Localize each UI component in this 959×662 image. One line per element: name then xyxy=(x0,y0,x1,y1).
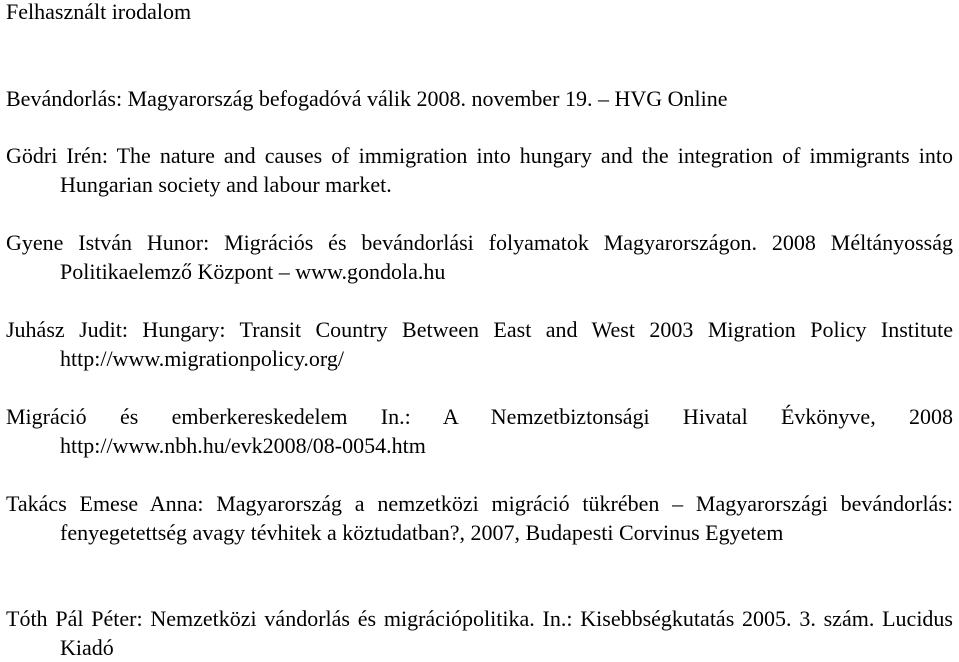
page-title: Felhasznált irodalom xyxy=(6,0,192,24)
reference-item: Gyene István Hunor: Migrációs és bevándorlási folyamatok Magyarországon. 2008 Méltányosság Politikaelemző Központ – www.gondola.hu xyxy=(6,230,953,284)
reference-item: Migráció és emberkereskedelem In.: A Nemzetbiztonsági Hivatal Évkönyve, 2008 http://www.nbh.hu/evk2008/08-0054.htm xyxy=(6,404,953,458)
reference-item: Takács Emese Anna: Magyarország a nemzetközi migráció tükrében – Magyarországi bevándorlás: fenyegetettség avagy tévhitek a köztudatban?, 2007, Budapesti Corvinus Egyetem xyxy=(6,491,953,545)
reference-item: Tóth Pál Péter: Nemzetközi vándorlás és migrációpolitika. In.: Kisebbségkutatás 2005. 3. szám. Lucidus Kiadó xyxy=(6,606,953,660)
reference-item: Juhász Judit: Hungary: Transit Country Between East and West 2003 Migration Policy Institute http://www.migrationpolicy.org/ xyxy=(6,317,953,371)
reference-item: Bevándorlás: Magyarország befogadóvá válik 2008. november 19. – HVG Online xyxy=(6,86,728,111)
reference-item: Gödri Irén: The nature and causes of immigration into hungary and the integration of immigrants into Hungarian society and labour market. xyxy=(6,143,953,197)
